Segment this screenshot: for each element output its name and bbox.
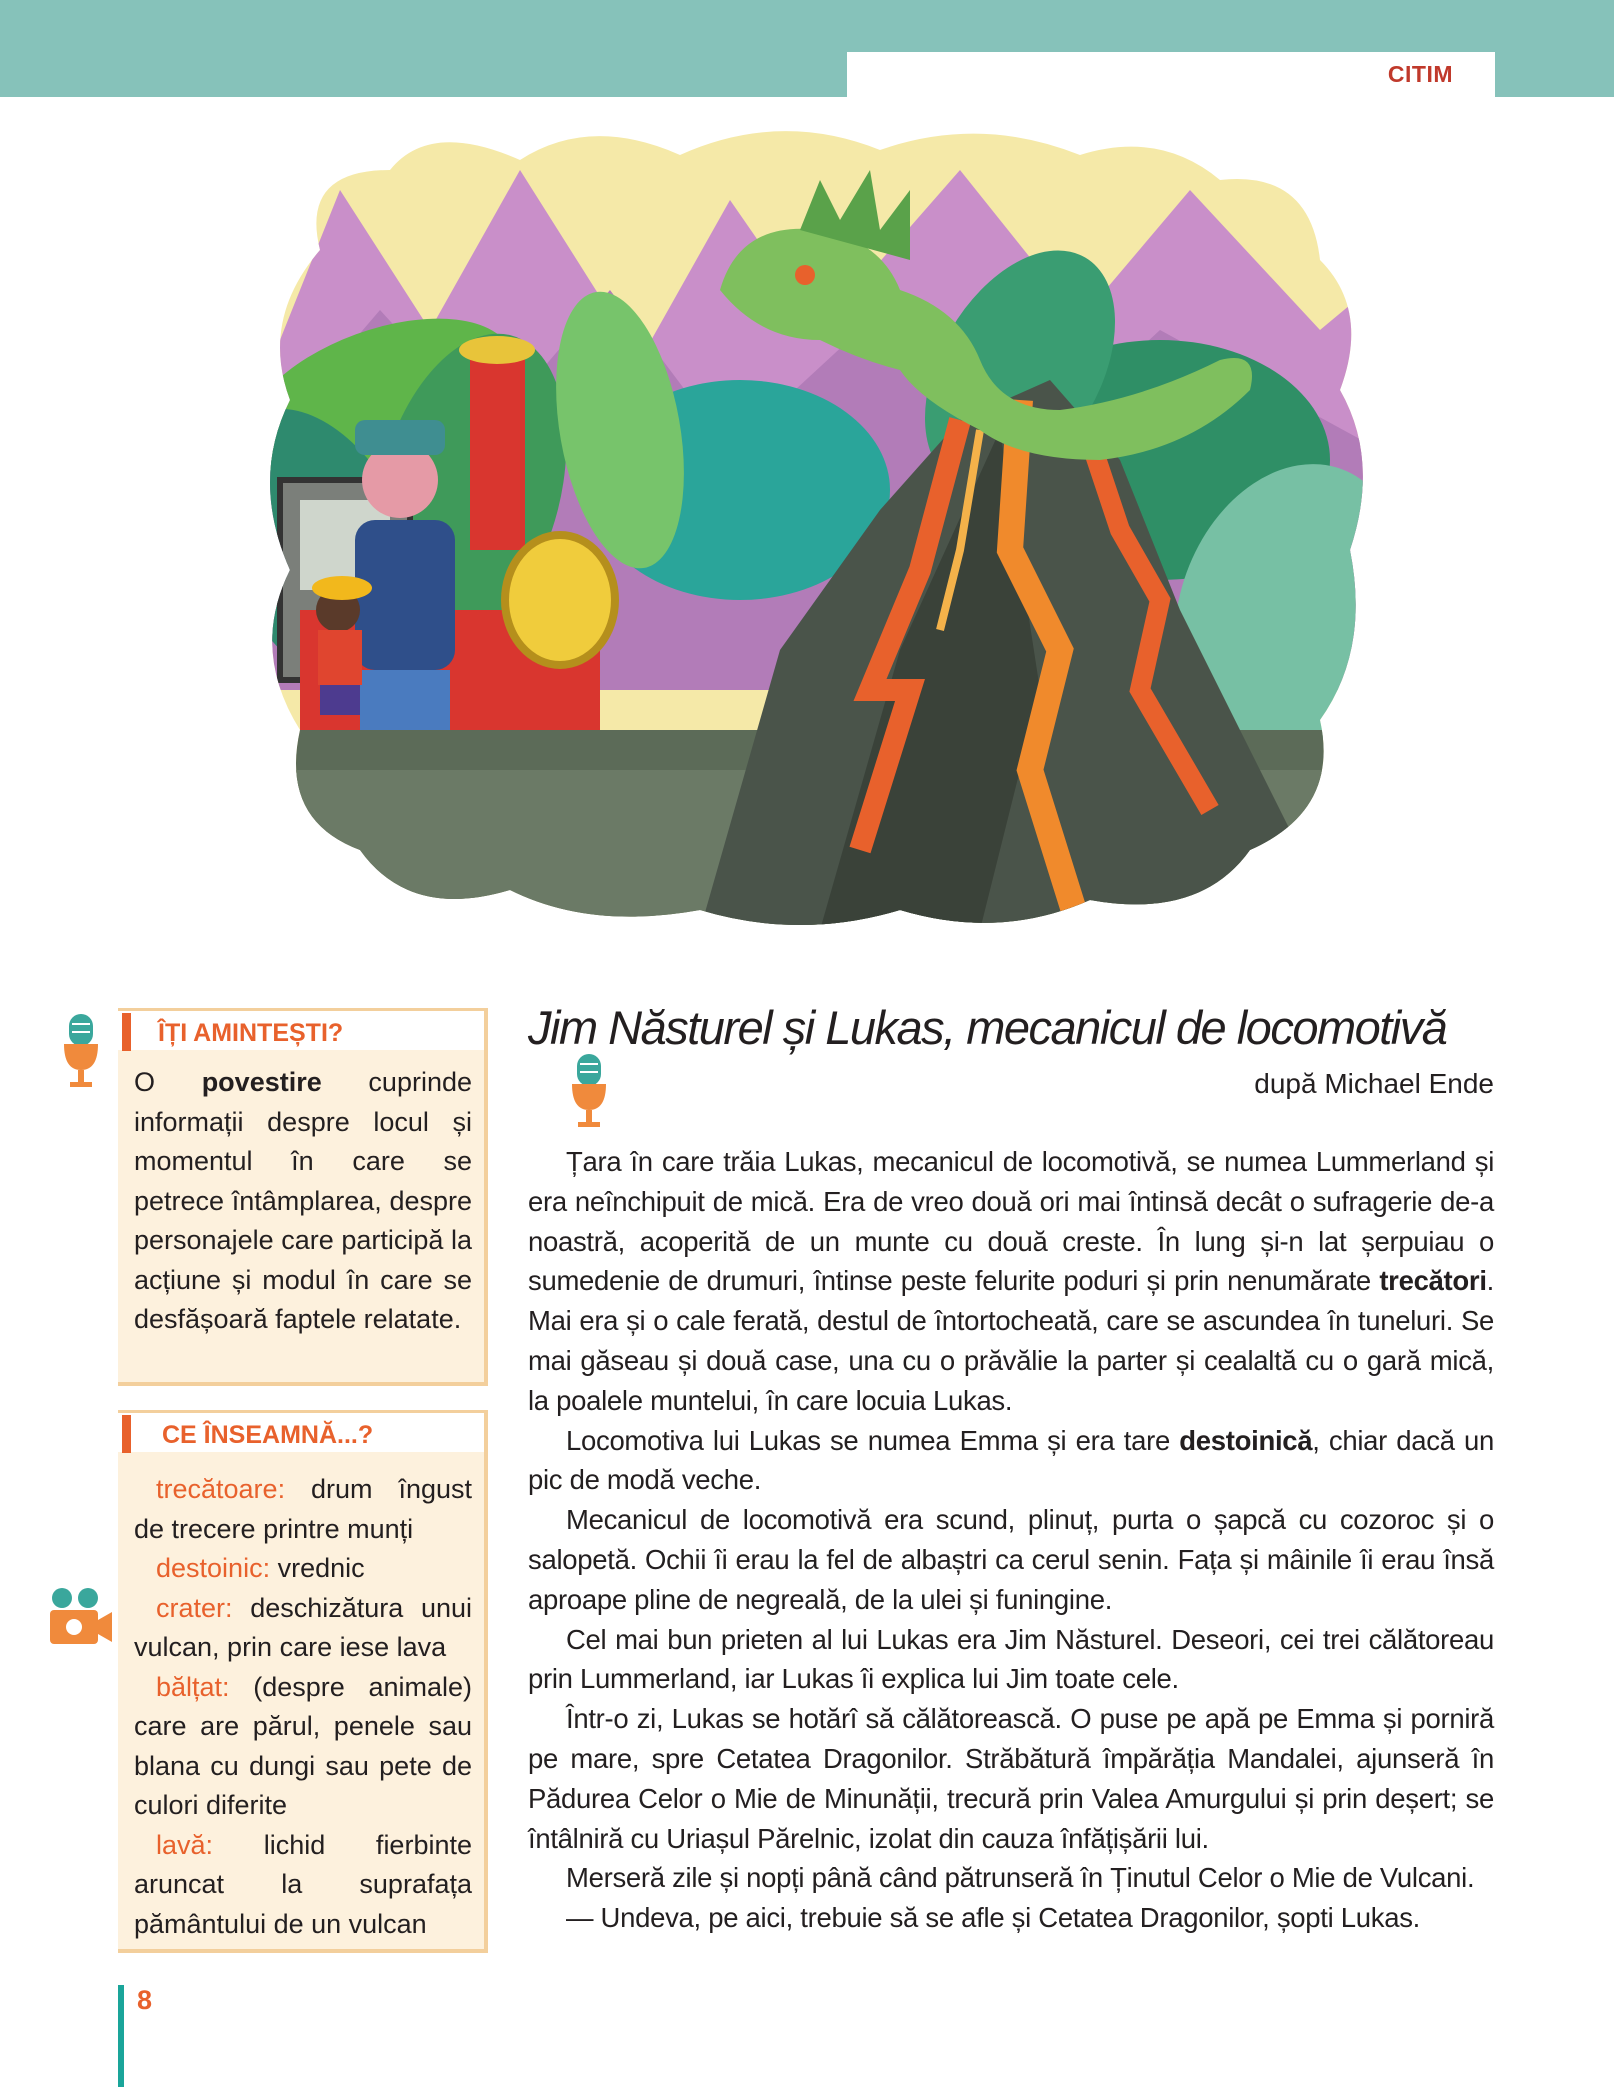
dragon-eye [795,265,815,285]
video-camera-icon[interactable] [44,1586,114,1648]
locomotive-chimney [470,350,525,550]
remember-title: ÎȚI AMINTEȘTI? [158,1019,344,1047]
lukas-cap [355,420,445,455]
lukas-overalls [355,520,455,670]
remember-box [118,1008,488,1386]
paragraph: Într-o zi, Lukas se hotărî să călătorească. O puse pe apă pe Emma și porniră pe mare, spre Cetatea Dragonilor. Străbătură împărăția Mandalei, ajunseră în Pădurea Celor o Mie de Minunății, trecură prin Valea Amurgului și prin deșert; se întâlniră cu Uriașul Părelnic, izolat din cauza înfățișării lui. [528,1703,1494,1854]
section-label: CITIM [1387,61,1453,87]
story-illustration [260,130,1380,930]
paragraph: — Undeva, pe aici, trebuie să se afle și Cetatea Dragonilor, șopti Lukas. [566,1902,1420,1934]
glossary-entry: trecătoare: drum îngust de trecere printre munți [134,1474,472,1544]
paragraph: Mecanicul de locomotivă era scund, plinuț, purta o șapcă cu cozoroc și o salopetă. Ochii îi erau la fel de albaștri ca cerul senin. Fața și mâinile îi erau însă aproape pline de negreală, de la ulei și funingine. [528,1504,1494,1615]
glossary-entry: crater: deschizătura unui vulcan, prin care iese lava [134,1592,472,1662]
paragraph: Țara în care trăia Lukas, mecanicul de locomotivă, se numea Lummerland și era neînchipuit de mică. Era de vreo două ori mai întinsă decât o sufragerie de-a noastră, acoperită de un munte cu două creste. În lung și-n lat șerpuiau o sumedenie de drumuri, întinse peste felurite poduri și prin nenumărate trecători. Mai era și o cale ferată, destul de întortocheată, care se ascundea în tuneluri. Se mai găseau și două case, una cu o prăvălie la parter și cealaltă cu o gară mică, la poalele muntelui, în care locuia Lukas. [528,1146,1494,1416]
story-text [528,1142,1494,1938]
paragraph: Merseră zile și nopți până când pătrunseră în Ținutul Celor o Mie de Vulcani. [566,1862,1475,1894]
paragraph: Locomotiva lui Lukas se numea Emma și era tare destoinică, chiar dacă un pic de modă veche. [528,1424,1495,1496]
glossary-box [118,1410,488,1953]
microphone-icon[interactable] [60,1012,102,1090]
glossary-header [118,1410,484,1452]
jim-cap [312,576,372,600]
section-tab [847,52,1495,97]
glossary-entry: destoinic: vrednic [156,1553,365,1583]
story-author: după Michael Ende [1254,1068,1494,1099]
jim-shirt [318,630,362,685]
glossary-title: CE ÎNSEAMNĂ...? [162,1421,374,1449]
page-number: 8 [137,1985,153,2015]
page-number-bar [118,1985,124,2087]
remember-header [118,1008,484,1050]
paragraph: Cel mai bun prieten al lui Lukas era Jim Năsturel. Deseori, cei trei călătoreau prin Lummerland, iar Lukas îi explica lui Jim toate cele. [528,1623,1494,1695]
story-title: Jim Năsturel și Lukas, mecanicul de locomotivă [528,1001,1447,1054]
microphone-icon[interactable] [568,1052,610,1130]
glossary-list [134,1470,472,1944]
locomotive-light [505,535,615,665]
remember-text: O povestire cuprinde informații despre locul și momentul în care se petrece întâmplarea, despre personajele care participă la acțiune și modul în care se desfășoară faptele relatate. [134,1067,472,1334]
glossary-entry: bălțat: (despre animale) care are părul, penele sau blana cu dungi sau pete de culori diferite [134,1671,472,1820]
glossary-entry: lavă: lichid fierbinte aruncat la suprafața pământului de un vulcan [134,1829,472,1939]
